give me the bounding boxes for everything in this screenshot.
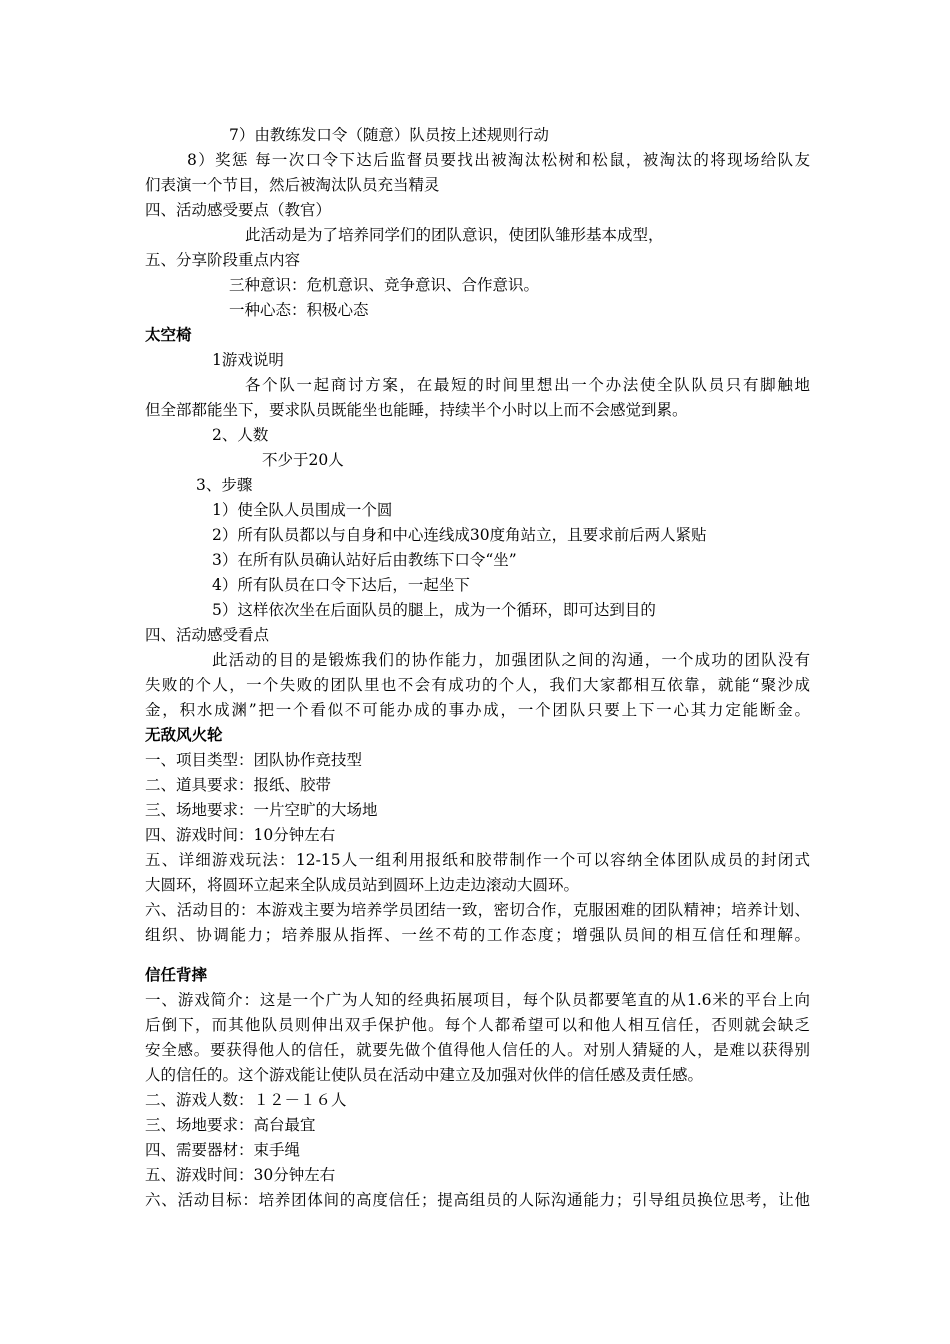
text-line: 一种心态：积极心态 xyxy=(229,301,369,319)
step-item: 5）这样依次坐在后面队员的腿上，成为一个循环，即可达到目的 xyxy=(212,601,656,619)
text-line: 一、项目类型：团队协作竞技型 xyxy=(145,751,363,769)
text-line: 但全部都能坐下，要求队员既能坐也能睡，持续半个小时以上而不会感觉到累。 xyxy=(145,401,688,419)
text-line: 1游戏说明 xyxy=(212,351,284,369)
text-line: 大圆环，将圆环立起来全队成员站到圆环上边走边滚动大圆环。 xyxy=(145,876,580,894)
text-line: 8）奖惩 每一次口令下达后监督员要找出被淘汰松树和松鼠，被淘汰的将现场给队友 xyxy=(187,151,810,169)
text-line: 五、游戏时间：30分钟左右 xyxy=(145,1166,336,1184)
section-heading: 四、活动感受看点 xyxy=(145,626,270,644)
game-title: 无敌风火轮 xyxy=(145,726,223,744)
step-item: 1）使全队人员围成一个圆 xyxy=(212,501,393,519)
step-item: 4）所有队员在口令下达后，一起坐下 xyxy=(212,576,470,594)
text-line: 金，积水成渊”把一个看似不可能办成的事办成，一个团队只要上下一心其力定能断金。 xyxy=(145,701,810,719)
text-line: 六、活动目的：本游戏主要为培养学员团结一致，密切合作，克服困难的团队精神；培养计划、 xyxy=(145,901,810,919)
text-line: 安全感。要获得他人的信任，就要先做个值得他人信任的人。对别人猜疑的人，是难以获得别 xyxy=(145,1041,810,1059)
text-line: 五、详细游戏玩法：12-15人一组利用报纸和胶带制作一个可以容纳全体团队成员的封闭式 xyxy=(145,851,810,869)
text-line: 四、需要器材：束手绳 xyxy=(145,1141,301,1159)
text-line: 组织、协调能力；培养服从指挥、一丝不苟的工作态度；增强队员间的相互信任和理解。 xyxy=(145,926,810,944)
text-line: 们表演一个节目，然后被淘汰队员充当精灵 xyxy=(145,176,440,194)
text-line: 失败的个人，一个失败的团队里也不会有成功的个人，我们大家都相互依靠，就能“聚沙成 xyxy=(145,676,810,694)
text-line: 后倒下，而其他队员则伸出双手保护他。每个人都希望可以和他人相互信任，否则就会缺乏 xyxy=(145,1016,810,1034)
text-line: 2、人数 xyxy=(212,426,269,444)
text-line: 此活动的目的是锻炼我们的协作能力，加强团队之间的沟通，一个成功的团队没有 xyxy=(212,651,810,669)
text-line: 二、游戏人数：１２－１６人 xyxy=(145,1091,347,1109)
text-line: 三种意识：危机意识、竞争意识、合作意识。 xyxy=(229,276,540,294)
text-line: 各个队一起商讨方案，在最短的时间里想出一个办法使全队队员只有脚触地 xyxy=(245,376,810,394)
game-title: 太空椅 xyxy=(145,326,192,344)
text-line: 不少于20人 xyxy=(262,451,344,469)
game-title: 信任背摔 xyxy=(145,966,208,984)
text-line: 3、步骤 xyxy=(196,476,253,494)
text-line: 此活动是为了培养同学们的团队意识，使团队雏形基本成型， xyxy=(245,226,664,244)
text-line: 三、场地要求：一片空旷的大场地 xyxy=(145,801,378,819)
text-line: 六、活动目标：培养团体间的高度信任；提高组员的人际沟通能力；引导组员换位思考，让他 xyxy=(145,1191,810,1209)
text-line: 二、道具要求：报纸、胶带 xyxy=(145,776,332,794)
text-line: 四、游戏时间：10分钟左右 xyxy=(145,826,336,844)
section-heading: 五、分享阶段重点内容 xyxy=(145,251,301,269)
text-line: 7）由教练发口令（随意）队员按上述规则行动 xyxy=(229,126,549,144)
text-line: 一、游戏简介：这是一个广为人知的经典拓展项目，每个队员都要笔直的从1.6米的平台上向 xyxy=(145,991,810,1009)
step-item: 2）所有队员都以与自身和中心连线成30度角站立，且要求前后两人紧贴 xyxy=(212,526,707,544)
section-heading: 四、活动感受要点（教官） xyxy=(145,201,332,219)
step-item: 3）在所有队员确认站好后由教练下口令“坐” xyxy=(212,551,517,569)
text-line: 人的信任的。这个游戏能让使队员在活动中建立及加强对伙伴的信任感及责任感。 xyxy=(145,1066,704,1084)
text-line: 三、场地要求：高台最宜 xyxy=(145,1116,316,1134)
